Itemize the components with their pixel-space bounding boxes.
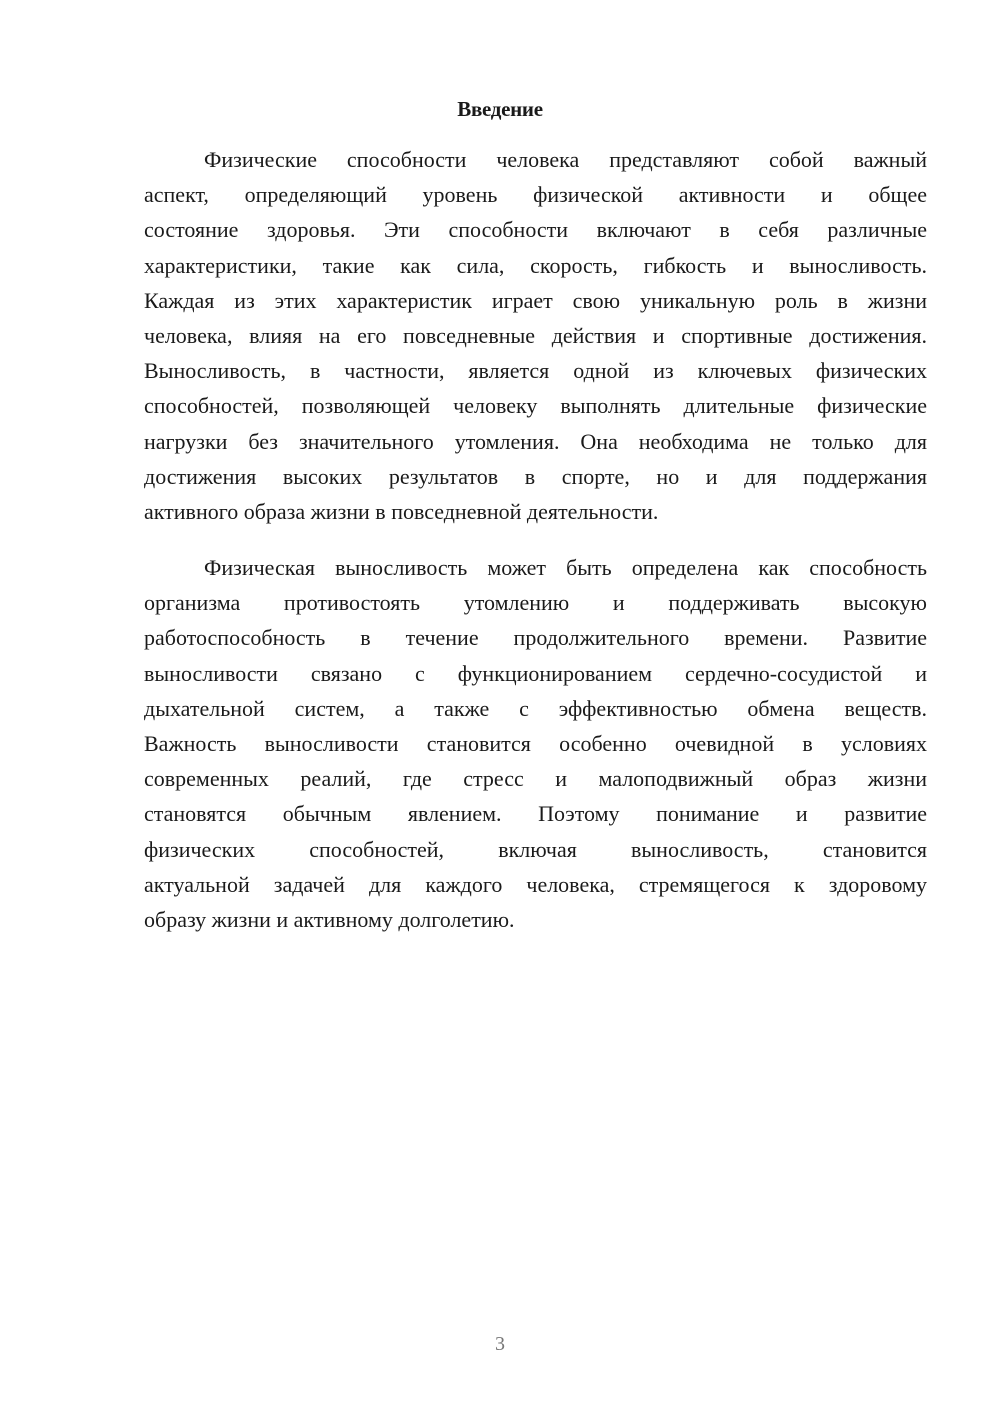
text-line: выносливости связано с функционированием сердечно-сосудистой и — [144, 660, 927, 686]
text-line: характеристики, такие как сила, скорость, гибкость и выносливость. — [144, 252, 927, 278]
paragraph-2 — [144, 550, 927, 937]
text-line: Физические способности человека представляют собой важный — [204, 147, 927, 172]
text-line: Важность выносливости становится особенно очевидной в условиях — [144, 730, 927, 756]
text-line: активного образа жизни в повседневной деятельности. — [144, 498, 659, 524]
page-number: 3 — [495, 1333, 505, 1355]
paragraph-1 — [144, 142, 927, 529]
text-line: аспект, определяющий уровень физической активности и общее — [144, 182, 927, 208]
text-line: Физическая выносливость может быть определена как способность — [204, 555, 927, 580]
section-heading: Введение — [457, 97, 543, 121]
text-line: Каждая из этих характеристик играет свою уникальную роль в жизни — [144, 287, 927, 313]
text-line: достижения высоких результатов в спорте, но и для поддержания — [144, 463, 927, 489]
text-line: работоспособность в течение продолжительного времени. Развитие — [144, 625, 927, 651]
text-line: Выносливость, в частности, является одной из ключевых физических — [144, 358, 927, 384]
text-line: организма противостоять утомлению и поддерживать высокую — [144, 590, 927, 616]
text-line: человека, влияя на его повседневные действия и спортивные достижения. — [144, 322, 927, 348]
text-line: актуальной задачей для каждого человека, стремящегося к здоровому — [144, 871, 927, 897]
text-line: образу жизни и активному долголетию. — [144, 906, 515, 932]
text-line: способностей, позволяющей человеку выполнять длительные физические — [144, 393, 927, 419]
text-line: современных реалий, где стресс и малоподвижный образ жизни — [144, 766, 927, 792]
text-line: нагрузки без значительного утомления. Она необходима не только для — [144, 428, 927, 454]
text-line: физических способностей, включая выносливость, становится — [144, 836, 927, 862]
text-line: становятся обычным явлением. Поэтому понимание и развитие — [144, 801, 927, 827]
text-line: дыхательной систем, а также с эффективностью обмена веществ. — [144, 695, 927, 721]
text-line: состояние здоровья. Эти способности включают в себя различные — [144, 217, 927, 243]
